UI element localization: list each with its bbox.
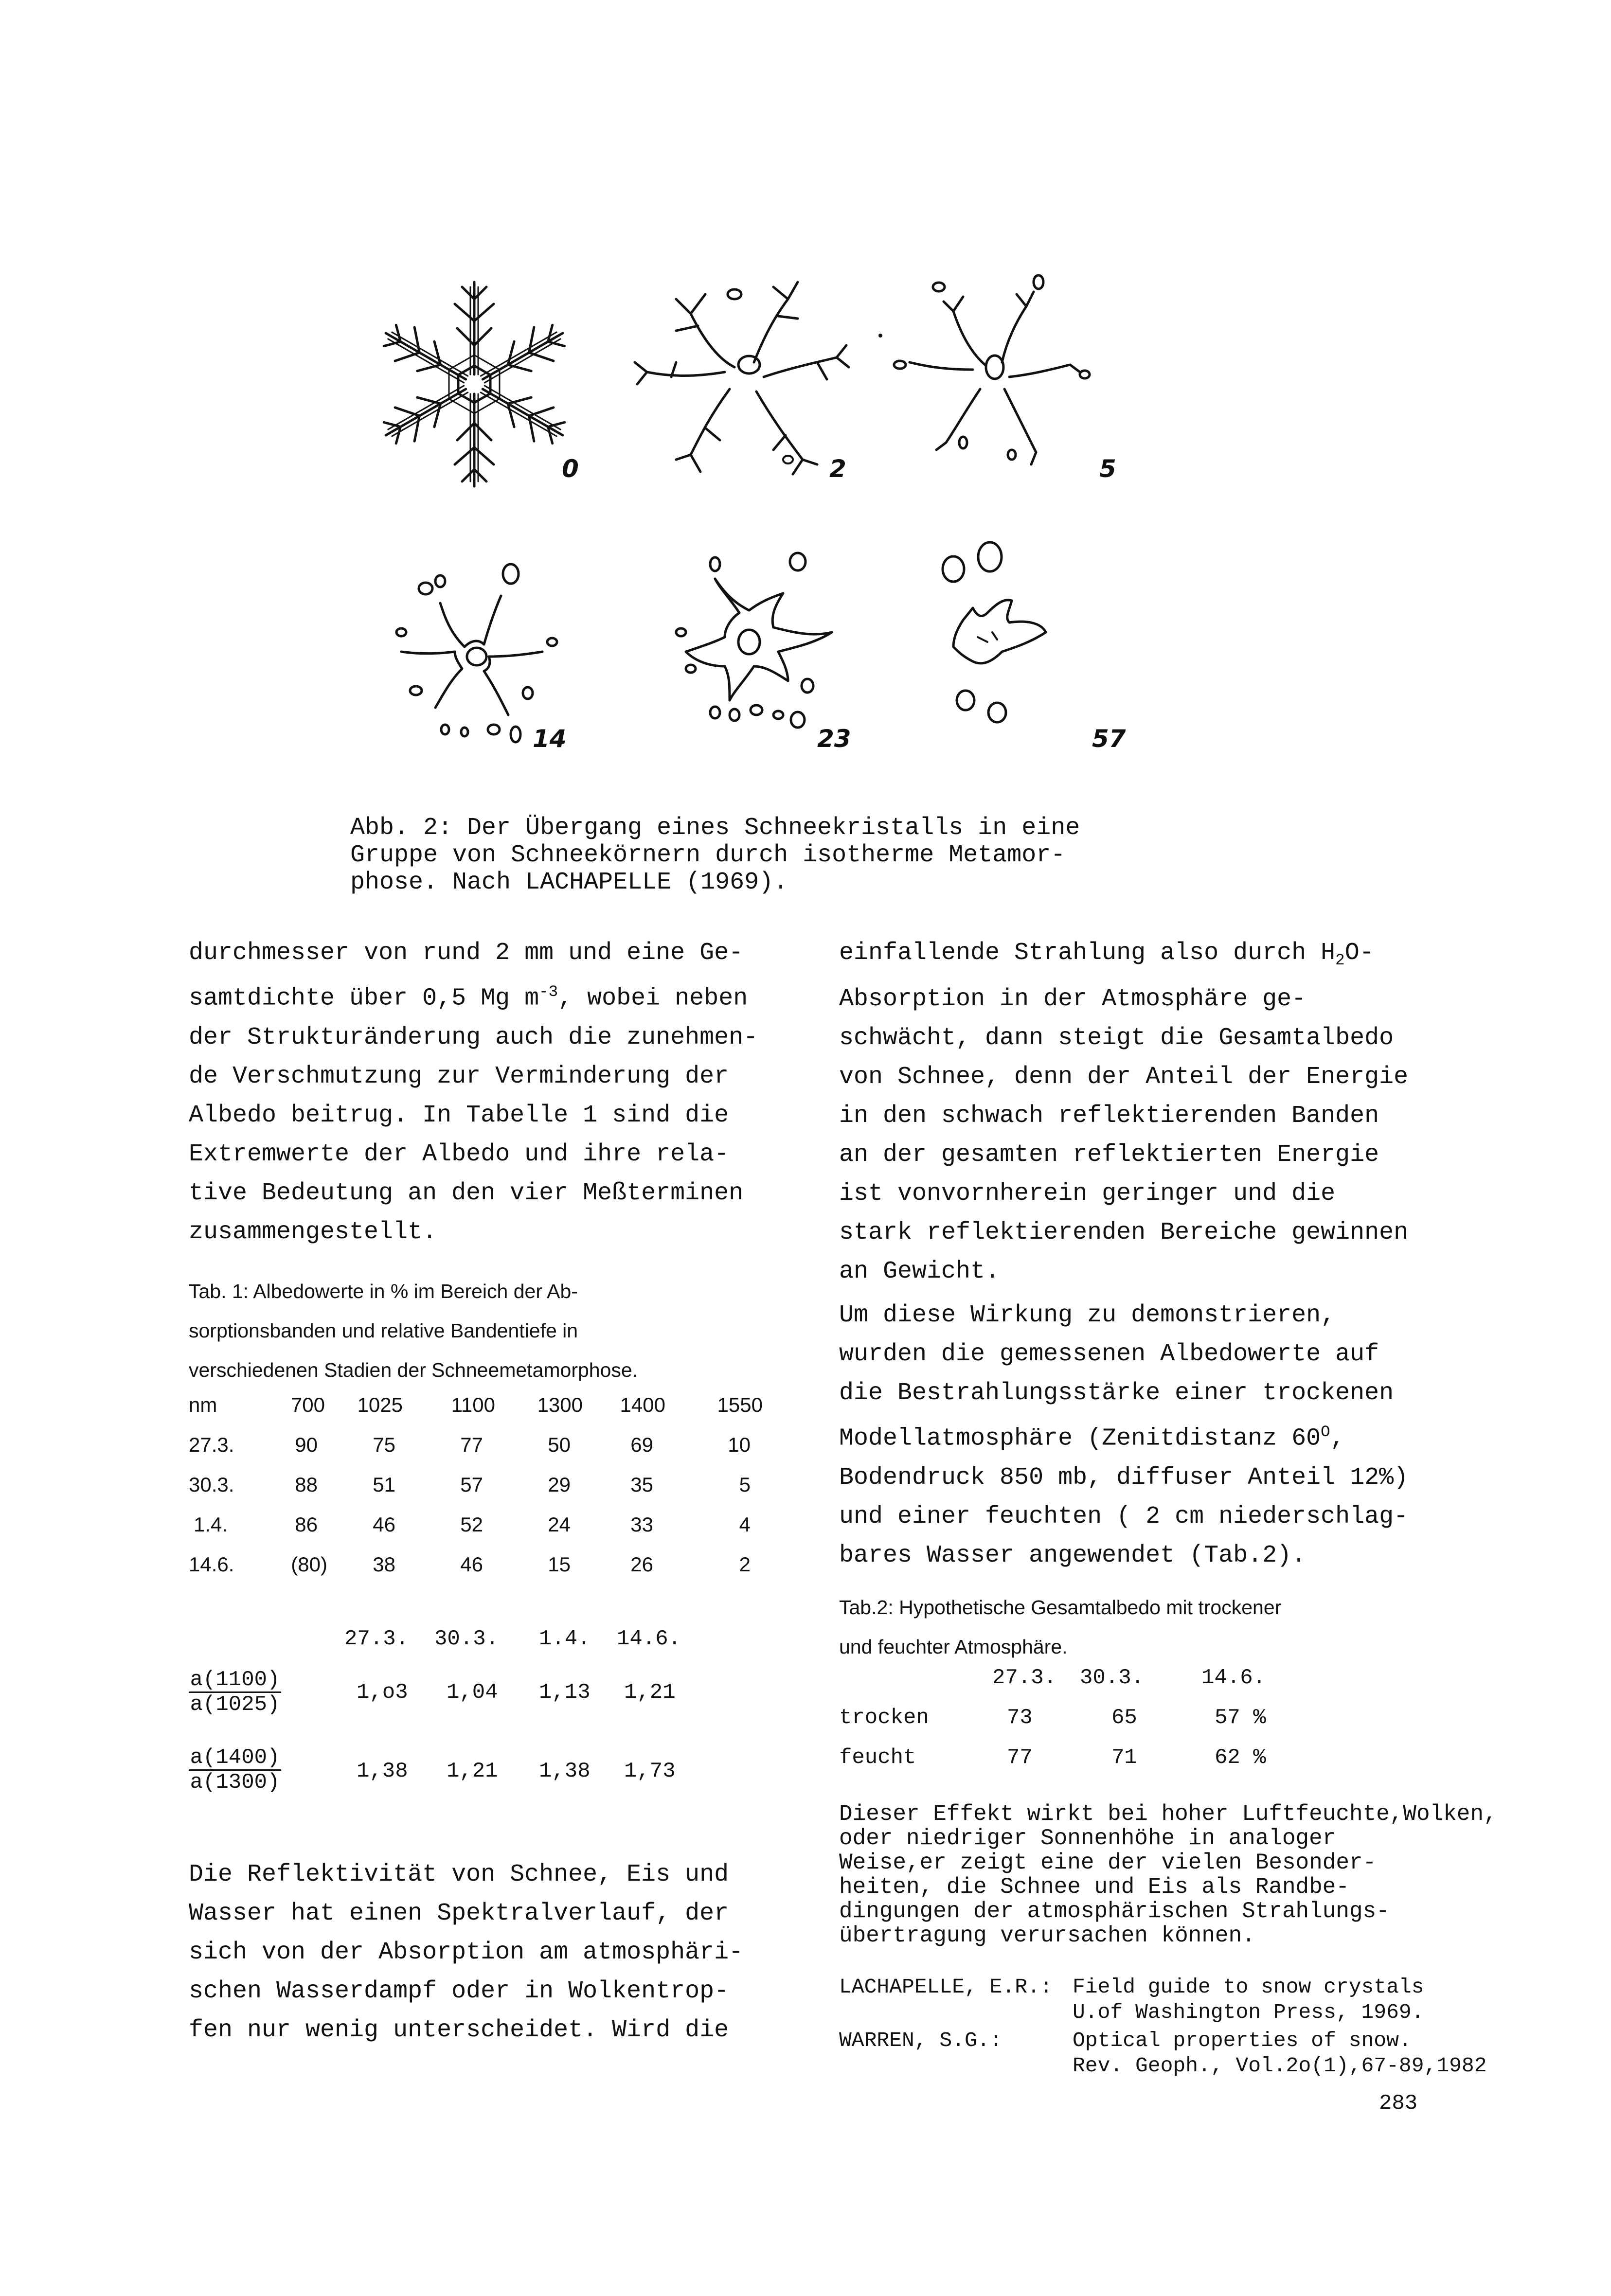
text-line: fen nur wenig unterscheidet. Wird die bbox=[189, 2016, 729, 2044]
text-line: oder niedriger Sonnenhöhe in analoger bbox=[839, 1826, 1336, 1851]
figure-caption bbox=[350, 815, 1177, 896]
crystal-stage-14 bbox=[396, 564, 557, 742]
table2-cell: 71 bbox=[1111, 1745, 1137, 1770]
text-line: stark reflektierenden Bereiche gewinnen bbox=[839, 1219, 1409, 1246]
table1-cell: 50 bbox=[548, 1433, 571, 1456]
stage-label-23: 23 bbox=[817, 725, 851, 753]
text-line: Bodendruck 850 mb, diffuser Anteil 12%) bbox=[839, 1463, 1409, 1492]
reference-source: U.of Washington Press, 1969. bbox=[1073, 2000, 1424, 2024]
ratio-cell: 1,38 bbox=[539, 1759, 591, 1783]
ratio-header-cell: 1.4. bbox=[539, 1627, 591, 1651]
crystal-stage-23 bbox=[676, 553, 832, 728]
table1-cell: 46 bbox=[460, 1553, 483, 1576]
table1-cell: 69 bbox=[630, 1433, 653, 1456]
table1-ratio-block bbox=[189, 1627, 797, 1812]
fraction-numerator: a(1100) bbox=[189, 1668, 281, 1693]
text-line: sich von der Absorption am atmosphäri- bbox=[189, 1939, 744, 1966]
table1-caption bbox=[189, 1272, 638, 1390]
table1-header-cell: 700 bbox=[290, 1393, 325, 1416]
ratio-cell: 1,o3 bbox=[357, 1680, 408, 1705]
ratio-header-cell: 27.3. bbox=[344, 1627, 409, 1651]
text-line: Die Reflektivität von Schnee, Eis und bbox=[189, 1861, 729, 1888]
table2-cell: feucht bbox=[839, 1745, 916, 1770]
caption-line: Gruppe von Schneekörnern durch isotherme Metamor- bbox=[350, 841, 1066, 869]
text-line: Absorption in der Atmosphäre ge- bbox=[839, 985, 1307, 1013]
table2-header bbox=[839, 1666, 1325, 1695]
right-paragraph-2 bbox=[839, 1296, 1408, 1575]
stage-label-0: 0 bbox=[562, 455, 579, 483]
table2-header-cell: 27.3. bbox=[992, 1666, 1057, 1690]
text-line: Modellatmosphäre (Zenitdistanz $60^O$, bbox=[839, 1423, 1345, 1453]
table1-header-cell: 1025 bbox=[357, 1393, 403, 1416]
table1-cell: 26 bbox=[630, 1553, 653, 1576]
text-line: Tab. 1: Albedowerte in % im Bereich der Ab- bbox=[189, 1280, 578, 1302]
text-line: Wasser hat einen Spektralverlauf, der bbox=[189, 1900, 729, 1927]
text-line: verschiedenen Stadien der Schneemetamorphose. bbox=[189, 1359, 638, 1381]
table1-cell: 90 bbox=[295, 1433, 318, 1456]
crystal-stage-0 bbox=[376, 282, 573, 486]
table2-cell: 62 % bbox=[1215, 1745, 1266, 1770]
table1-cell: 29 bbox=[548, 1473, 571, 1496]
text-line: von Schnee, denn der Anteil der Energie bbox=[839, 1063, 1409, 1091]
table1-cell: 86 bbox=[295, 1513, 318, 1536]
table-row bbox=[189, 1433, 797, 1462]
table-row bbox=[189, 1553, 797, 1582]
text-line: übertragung verursachen können. bbox=[839, 1923, 1255, 1948]
table-row bbox=[189, 1759, 797, 1788]
table-row bbox=[839, 1706, 1325, 1735]
table1-cell: 46 bbox=[373, 1513, 395, 1536]
text-line: in den schwach reflektierenden Banden bbox=[839, 1102, 1379, 1130]
text-line: Extremwerte der Albedo und ihre rela- bbox=[189, 1140, 729, 1168]
reference-item bbox=[839, 2028, 1569, 2082]
crystal-stage-57 bbox=[943, 542, 1046, 722]
left-paragraph-2 bbox=[189, 1855, 743, 2050]
table-row bbox=[189, 1473, 797, 1502]
ratio-cell: 1,38 bbox=[357, 1759, 408, 1783]
table1-cell: 52 bbox=[460, 1513, 483, 1536]
table-row bbox=[839, 1745, 1325, 1775]
text-line: an Gewicht. bbox=[839, 1258, 1000, 1285]
table1-cell: 38 bbox=[373, 1553, 395, 1576]
stage-label-5: 5 bbox=[1099, 455, 1116, 483]
text-line: Dieser Effekt wirkt bei hoher Luftfeuchte,Wolken, bbox=[839, 1801, 1497, 1827]
text-line: Tab.2: Hypothetische Gesamtalbedo mit trockener bbox=[839, 1596, 1282, 1619]
left-paragraph-1 bbox=[189, 934, 758, 1252]
text-line: und feuchter Atmosphäre. bbox=[839, 1636, 1068, 1658]
table1-header-cell: 1100 bbox=[451, 1393, 495, 1416]
table1-header-cell: 1400 bbox=[620, 1393, 665, 1416]
text-line: Weise,er zeigt eine der vielen Besonder- bbox=[839, 1850, 1377, 1875]
table1-cell: 2 bbox=[739, 1553, 751, 1576]
crystal-stage-2 bbox=[635, 282, 849, 474]
table1-cell: 1.4. bbox=[194, 1513, 228, 1536]
text-line: sorptionsbanden und relative Bandentiefe in bbox=[189, 1319, 578, 1342]
table1-cell: 51 bbox=[373, 1473, 395, 1496]
text-line: ist vonvornherein geringer und die bbox=[839, 1180, 1336, 1208]
table1-cell: 14.6. bbox=[189, 1553, 234, 1576]
references bbox=[839, 1975, 1569, 2091]
stage-label-57: 57 bbox=[1092, 725, 1126, 753]
text-line: Um diese Wirkung zu demonstrieren, bbox=[839, 1301, 1336, 1329]
table1 bbox=[189, 1393, 797, 1598]
reference-author: LACHAPELLE, E.R.: bbox=[839, 1975, 1053, 1999]
right-paragraph-3 bbox=[839, 1802, 1497, 1948]
ratio-cell: 1,13 bbox=[539, 1680, 591, 1705]
reference-author: WARREN, S.G.: bbox=[839, 2029, 1002, 2052]
table2-cell: trocken bbox=[839, 1706, 929, 1730]
table2-cell: 77 bbox=[1007, 1745, 1033, 1770]
stage-label-2: 2 bbox=[829, 455, 846, 483]
table1-cell: 57 bbox=[460, 1473, 483, 1496]
text-line: und einer feuchten ( 2 cm niederschlag- bbox=[839, 1502, 1409, 1531]
text-line: schwächt, dann steigt die Gesamtalbedo bbox=[839, 1024, 1394, 1052]
text-line: der Strukturänderung auch die zunehmen- bbox=[189, 1023, 758, 1051]
table1-cell: 35 bbox=[630, 1473, 653, 1496]
table1-cell: 10 bbox=[728, 1433, 751, 1456]
text-line: die Bestrahlungsstärke einer trockenen bbox=[839, 1379, 1394, 1407]
text-line: tive Bedeutung an den vier Meßterminen bbox=[189, 1179, 744, 1207]
text-line: de Verschmutzung zur Verminderung der bbox=[189, 1062, 729, 1090]
ratio-cell: 1,73 bbox=[624, 1759, 676, 1783]
fraction-denominator: a(1025) bbox=[190, 1692, 280, 1717]
table1-cell: 88 bbox=[295, 1473, 318, 1496]
fraction-numerator: a(1400) bbox=[189, 1746, 281, 1771]
reference-source: Rev. Geoph., Vol.2o(1),67-89,1982 bbox=[1073, 2054, 1487, 2078]
ratio-cell: 1,21 bbox=[624, 1680, 676, 1705]
text-line: dingungen der atmosphärischen Strahlungs- bbox=[839, 1899, 1390, 1924]
table1-cell: 5 bbox=[739, 1473, 751, 1496]
table2-cell: 73 bbox=[1007, 1706, 1033, 1730]
page-number: 283 bbox=[1379, 2091, 1418, 2116]
table1-cell: 15 bbox=[548, 1553, 571, 1576]
table1-cell: 4 bbox=[739, 1513, 751, 1536]
fraction-denominator: a(1300) bbox=[190, 1770, 280, 1795]
table1-cell: 77 bbox=[460, 1433, 483, 1456]
table1-header-cell: 1300 bbox=[537, 1393, 583, 1416]
snow-crystal-figure bbox=[336, 253, 1143, 778]
text-line: Albedo beitrug. In Tabelle 1 sind die bbox=[189, 1101, 729, 1129]
text-line: an der gesamten reflektierten Energie bbox=[839, 1141, 1379, 1169]
text-line: samtdichte über 0,5 Mg $m^{-3}$, wobei neben bbox=[189, 983, 748, 1013]
ratio-cell: 1,21 bbox=[447, 1759, 498, 1783]
table2-header-cell: 14.6. bbox=[1201, 1666, 1266, 1690]
table-row bbox=[189, 1513, 797, 1542]
reference-title: Optical properties of snow. bbox=[1073, 2029, 1412, 2052]
table1-header-cell: 1550 bbox=[717, 1393, 763, 1416]
ratio-cell: 1,04 bbox=[447, 1680, 498, 1705]
text-line: einfallende Strahlung also durch $H_2O-$ bbox=[839, 939, 1374, 969]
table1-cell: 24 bbox=[548, 1513, 571, 1536]
table-row bbox=[189, 1680, 797, 1709]
table1-cell: 27.3. bbox=[189, 1433, 234, 1456]
ratio-header-cell: 14.6. bbox=[617, 1627, 681, 1651]
text-line: durchmesser von rund 2 mm und eine Ge- bbox=[189, 939, 744, 967]
ratio-header bbox=[189, 1627, 797, 1656]
table1-cell: 75 bbox=[373, 1433, 395, 1456]
table2-cell: 57 % bbox=[1215, 1706, 1266, 1730]
text-line: bares Wasser angewendet (Tab.2). bbox=[839, 1541, 1307, 1569]
crystal-stage-5 bbox=[894, 275, 1090, 464]
stage-label-14: 14 bbox=[533, 725, 567, 753]
right-paragraph-1 bbox=[839, 934, 1408, 1291]
table1-header bbox=[189, 1393, 797, 1423]
text-line: schen Wasserdampf oder in Wolkentrop- bbox=[189, 1977, 729, 2005]
reference-item bbox=[839, 1975, 1569, 2028]
text-line: zusammengestellt. bbox=[189, 1218, 437, 1246]
table2-header-cell: 30.3. bbox=[1080, 1666, 1145, 1690]
table1-cell: 30.3. bbox=[189, 1473, 234, 1496]
table2-cell: 65 bbox=[1111, 1706, 1137, 1730]
table1-cell: (80) bbox=[291, 1553, 327, 1576]
text-line: heiten, die Schnee und Eis als Randbe- bbox=[839, 1874, 1349, 1900]
caption-line: Abb. 2: Der Übergang eines Schneekristalls in eine bbox=[350, 814, 1080, 842]
caption-line: phose. Nach LACHAPELLE (1969). bbox=[350, 869, 788, 896]
ratio-header-cell: 30.3. bbox=[434, 1627, 499, 1651]
text-line: wurden die gemessenen Albedowerte auf bbox=[839, 1340, 1379, 1368]
table1-header-cell: nm bbox=[189, 1393, 217, 1416]
table2 bbox=[839, 1666, 1325, 1792]
reference-title: Field guide to snow crystals bbox=[1073, 1975, 1424, 1999]
table2-caption bbox=[839, 1588, 1281, 1667]
table1-cell: 33 bbox=[630, 1513, 653, 1536]
